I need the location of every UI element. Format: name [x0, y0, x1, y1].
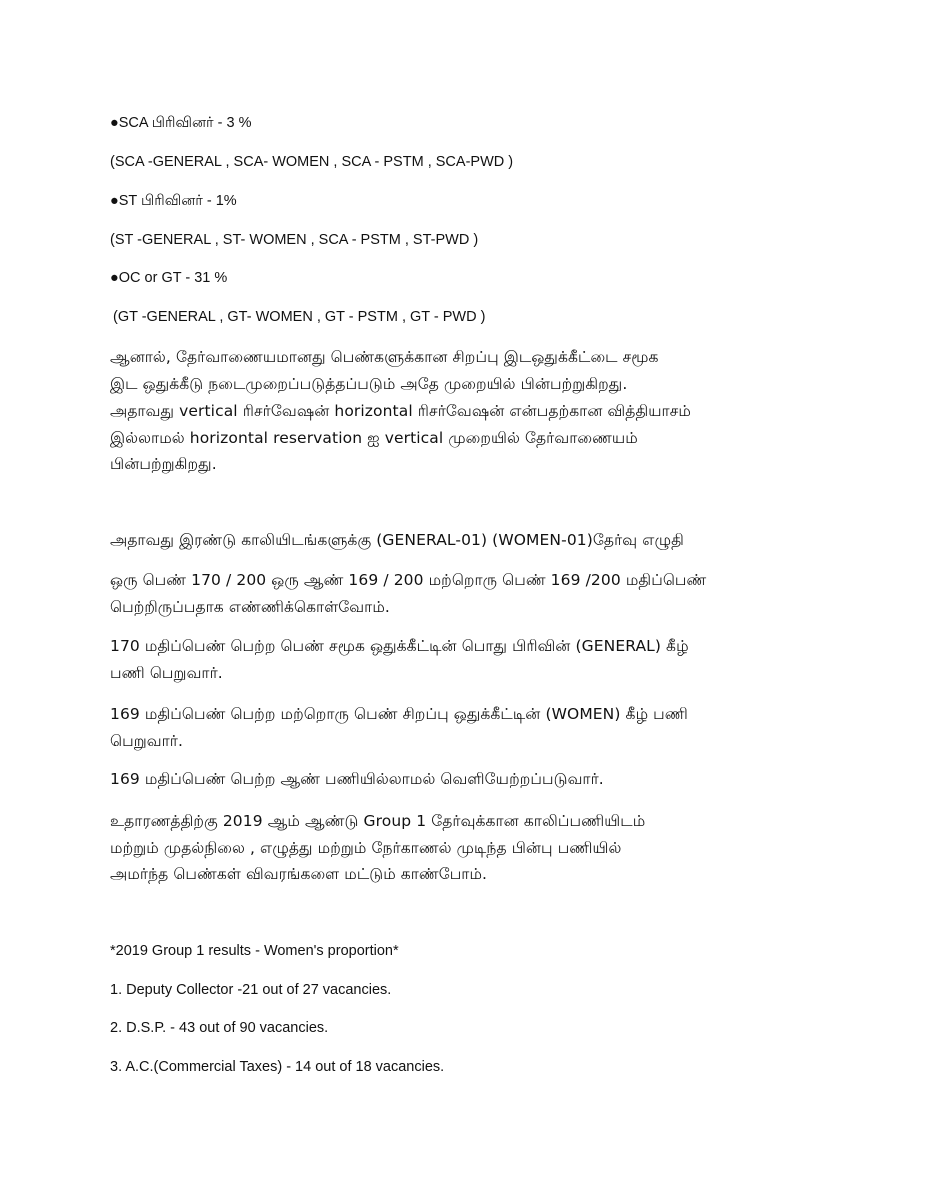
paragraph1-line2: இட ஒதுக்கீடு நடைமுறைப்படுத்தப்படும் அதே முறையில் பின்பற்றுகிறது.	[110, 375, 628, 393]
sca-quota-line: ●SCA பிரிவினர் - 3 %	[110, 115, 252, 131]
paragraph4-line2: பணி பெறுவார்.	[110, 664, 223, 682]
paragraph5-line2: பெறுவார்.	[110, 732, 184, 750]
paragraph6-line1: 169 மதிப்பெண் பெற்ற ஆண் பணியில்லாமல் வெளியேற்றப்படுவார்.	[110, 770, 604, 788]
paragraph1-line1: ஆனால், தேர்வாணையமானது பெண்களுக்கான சிறப்பு இடஒதுக்கீட்டை சமூக	[110, 348, 659, 366]
st-quota-line: ●ST பிரிவினர் - 1%	[110, 193, 237, 209]
oc-quota-line: ●OC or GT - 31 %	[110, 270, 228, 286]
results-item-3: 3. A.C.(Commercial Taxes) - 14 out of 18 vacancies.	[110, 1059, 445, 1075]
paragraph3-line1: ஒரு பெண் 170 / 200 ஒரு ஆண் 169 / 200 மற்றொரு பெண் 169 /200 மதிப்பெண்	[110, 571, 707, 589]
paragraph4-line1: 170 மதிப்பெண் பெற்ற பெண் சமூக ஒதுக்கீட்டின் பொது பிரிவின் (GENERAL) கீழ்	[110, 637, 689, 655]
results-item-1: 1. Deputy Collector -21 out of 27 vacancies.	[110, 982, 392, 998]
paragraph1-line3: அதாவது vertical ரிசர்வேஷன் horizontal ரிசர்வேஷன் என்பதற்கான வித்தியாசம்	[110, 402, 691, 420]
paragraph5-line1: 169 மதிப்பெண் பெற்ற மற்றொரு பெண் சிறப்பு ஒதுக்கீட்டின் (WOMEN) கீழ் பணி	[110, 705, 688, 723]
paragraph1-line5: பின்பற்றுகிறது.	[110, 455, 217, 473]
paragraph2-line1: அதாவது இரண்டு காலியிடங்களுக்கு (GENERAL-01) (WOMEN-01)தேர்வு எழுதி	[110, 531, 684, 549]
paragraph7-line1: உதாரணத்திற்கு 2019 ஆம் ஆண்டு Group 1 தேர்வுக்கான காலிப்பணியிடம்	[110, 812, 646, 830]
paragraph7-line3: அமர்ந்த பெண்கள் விவரங்களை மட்டும் காண்போம்.	[110, 865, 488, 883]
paragraph3-line2: பெற்றிருப்பதாக எண்ணிக்கொள்வோம்.	[110, 598, 390, 616]
results-item-2: 2. D.S.P. - 43 out of 90 vacancies.	[110, 1020, 329, 1036]
paragraph1-line4: இல்லாமல் horizontal reservation ஐ vertical முறையில் தேர்வாணையம்	[110, 429, 638, 447]
paragraph7-line2: மற்றும் முதல்நிலை , எழுத்து மற்றும் நேர்காணல் முடிந்த பின்பு பணியில்	[110, 839, 622, 857]
results-heading: *2019 Group 1 results - Women's proportion*	[110, 943, 399, 959]
oc-subcategories-line: (GT -GENERAL , GT- WOMEN , GT - PSTM , GT - PWD )	[113, 309, 486, 325]
st-subcategories-line: (ST -GENERAL , ST- WOMEN , SCA - PSTM , ST-PWD )	[110, 232, 479, 248]
sca-subcategories-line: (SCA -GENERAL , SCA- WOMEN , SCA - PSTM , SCA-PWD )	[110, 154, 514, 170]
